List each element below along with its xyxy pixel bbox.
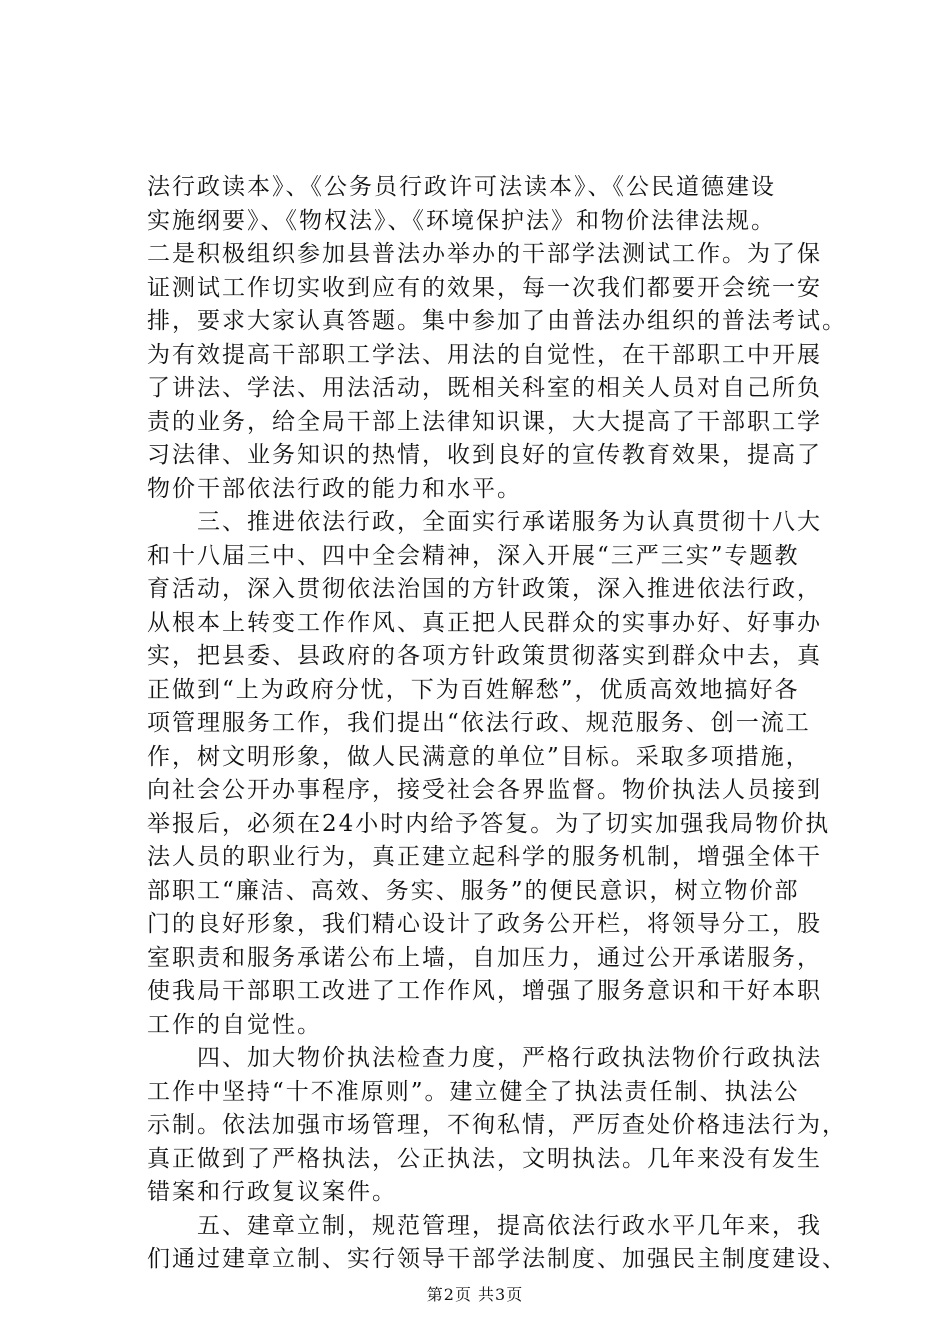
text-line: 部职工“廉洁、高效、务实、服务”的便民意识，树立物价部: [147, 877, 800, 904]
text-line: 育活动，深入贯彻依法治国的方针政策，深入推进依法行政，: [147, 576, 822, 602]
text-line: 排，要求大家认真答题。集中参加了由普法办组织的普法考试。: [147, 308, 847, 334]
text-line: 实，把县委、县政府的各项方针政策贯彻落实到群众中去，真: [147, 643, 822, 669]
text-line: 工作中坚持“十不准原则”。建立健全了执法责任制、执法公: [147, 1078, 800, 1105]
text-line: 真正做到了严格执法，公正执法，文明执法。几年来没有发生: [147, 1145, 822, 1172]
text-line: 向社会公开办事程序，接受社会各界监督。物价执法人员接到: [147, 777, 822, 803]
page-footer: 第2页 共3页: [426, 1285, 524, 1304]
text-line: 了讲法、学法、用法活动，既相关科室的相关人员对自己所负: [147, 375, 822, 401]
text-line: 从根本上转变工作作风、真正把人民群众的实事办好、好事办: [147, 609, 822, 636]
text-line: 作，树文明形象，做人民满意的单位”目标。采取多项措施，: [147, 743, 811, 770]
text-line: 错案和行政复议案件。: [147, 1179, 397, 1205]
text-line: 示制。依法加强市场管理，不徇私情，严厉查处价格违法行为，: [147, 1112, 847, 1138]
text-line: 室职责和服务承诺公布上墙，自加压力，通过公开承诺服务，: [147, 944, 822, 971]
text-line: 举报后，必须在24小时内给予答复。为了切实加强我局物价执: [147, 810, 831, 837]
text-line: 实施纲要》、《物权法》、《环境保护法》和物价法律法规。: [147, 207, 776, 234]
text-line: 正做到“上为政府分忧，下为百姓解愁”，优质高效地搞好各: [147, 676, 800, 703]
text-line: 责的业务，给全局干部上法律知识课，大大提高了干部职工学: [147, 408, 822, 435]
text-line: 和十八届三中、四中全会精神，深入开展“三严三实”专题教: [147, 542, 800, 569]
text-line: 二是积极组织参加县普法办举办的干部学法测试工作。为了保: [147, 241, 822, 267]
text-line: 工作的自觉性。: [147, 1011, 322, 1038]
text-line: 使我局干部职工改进了工作作风，增强了服务意识和干好本职: [147, 978, 822, 1004]
text-line: 法人员的职业行为，真正建立起科学的服务机制，增强全体干: [147, 844, 822, 870]
text-line: 项管理服务工作，我们提出“依法行政、规范服务、创一流工: [147, 710, 811, 736]
text-line: 为有效提高干部职工学法、用法的自觉性，在干部职工中开展: [147, 341, 822, 368]
text-line: 们通过建章立制、实行领导干部学法制度、加强民主制度建设、: [147, 1246, 847, 1272]
text-line: 物价干部依法行政的能力和水平。: [147, 475, 522, 502]
text-line: 三、推进依法行政，全面实行承诺服务为认真贯彻十八大: [197, 509, 822, 535]
text-line: 证测试工作切实收到应有的效果，每一次我们都要开会统一安: [147, 274, 822, 301]
text-line: 门的良好形象，我们精心设计了政务公开栏，将领导分工，股: [147, 911, 822, 937]
text-line: 四、加大物价执法检查力度，严格行政执法物价行政执法: [197, 1045, 822, 1071]
body-text: [147, 171, 847, 1277]
text-line: 法行政读本》、《公务员行政许可法读本》、《公民道德建设: [147, 174, 776, 200]
text-line: 习法律、业务知识的热情，收到良好的宣传教育效果，提高了: [147, 442, 822, 468]
text-line: 五、建章立制，规范管理，提高依法行政水平几年来，我: [197, 1212, 822, 1239]
